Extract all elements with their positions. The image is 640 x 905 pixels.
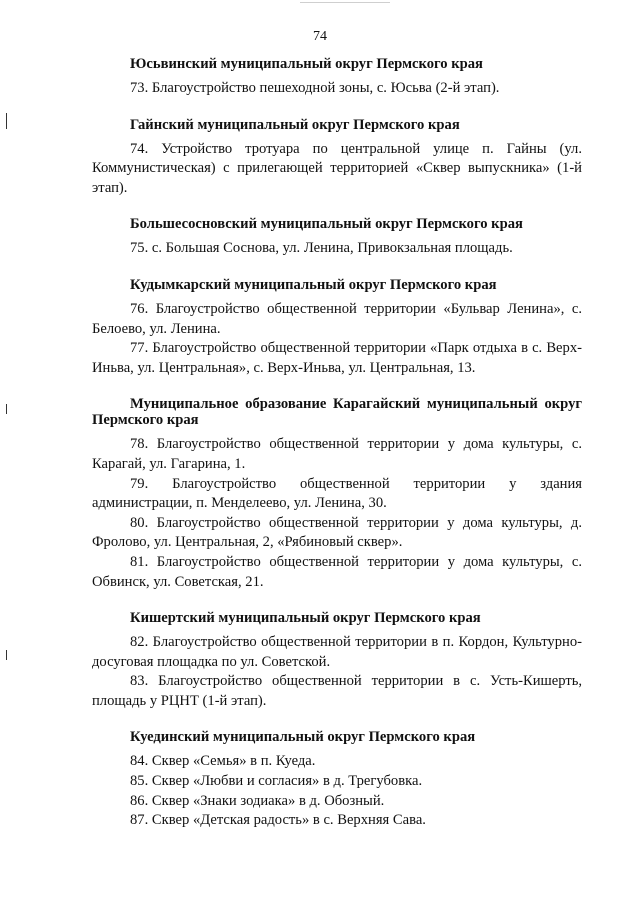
list-item: 85. Сквер «Любви и согласия» в д. Трегубовка. <box>130 773 423 790</box>
document-section <box>92 396 582 592</box>
list-item: 83. Благоустройство общественной территории в с. Усть-Кишерть, площадь у РЦНТ (1-й этап). <box>92 673 582 709</box>
section-title: Кудымкарский муниципальный округ Пермского края <box>130 276 497 293</box>
document-section <box>92 216 582 259</box>
document-section <box>92 117 582 199</box>
section-title: Муниципальное образование Карагайский муниципальный округ Пермского края <box>92 396 582 429</box>
left-margin-mark <box>6 404 7 414</box>
document-section <box>92 277 582 378</box>
section-title: Юсьвинский муниципальный округ Пермского края <box>130 56 483 72</box>
list-item: 74. Устройство тротуара по центральной улице п. Гайны (ул. Коммунистическая) с прилегающей территорией «Сквер выпускника» (1-й этап). <box>92 140 582 196</box>
left-margin-mark <box>6 113 7 129</box>
left-margin-mark <box>6 650 7 660</box>
top-edge-line <box>300 2 390 3</box>
list-item: 73. Благоустройство пешеходной зоны, с. Юсьва (2-й этап). <box>130 80 500 96</box>
list-item: 75. с. Большая Соснова, ул. Ленина, Привокзальная площадь. <box>130 240 513 257</box>
document-section <box>92 729 582 830</box>
list-item: 76. Благоустройство общественной территории «Бульвар Ленина», с. Белоево, ул. Ленина. <box>92 300 582 337</box>
document-section <box>92 610 582 711</box>
list-item: 79. Благоустройство общественной территории у здания администрации, п. Менделеево, ул. Ленина, 30. <box>92 475 582 512</box>
page-number: 74 <box>313 29 327 44</box>
list-item: 77. Благоустройство общественной территории «Парк отдыха в с. Верх-Иньва, ул. Центральная», с. Верх-Иньва, ул. Центральная, 13. <box>92 340 582 376</box>
document-body <box>92 56 582 849</box>
section-title: Большесосновский муниципальный округ Пермского края <box>130 216 523 233</box>
list-item: 80. Благоустройство общественной территории у дома культуры, д. Фролово, ул. Центральная, 2, «Рябиновый сквер». <box>92 514 582 551</box>
list-item: 84. Сквер «Семья» в п. Куеда. <box>130 753 316 770</box>
section-title: Кишертский муниципальный округ Пермского края <box>130 610 481 627</box>
document-section <box>92 56 582 99</box>
list-item: 86. Сквер «Знаки зодиака» в д. Обозный. <box>130 792 385 809</box>
list-item: 78. Благоустройство общественной территории у дома культуры, с. Карагай, ул. Гагарина, 1. <box>92 436 582 472</box>
section-title: Куединский муниципальный округ Пермского края <box>130 729 476 746</box>
list-item: 82. Благоустройство общественной территории в п. Кордон, Культурно-досуговая площадка по ул. Советской. <box>92 634 582 670</box>
list-item: 87. Сквер «Детская радость» в с. Верхняя Сава. <box>130 812 426 829</box>
list-item: 81. Благоустройство общественной территории у дома культуры, с. Обвинск, ул. Советская, 21. <box>92 553 582 590</box>
section-title: Гайнский муниципальный округ Пермского края <box>130 116 460 133</box>
